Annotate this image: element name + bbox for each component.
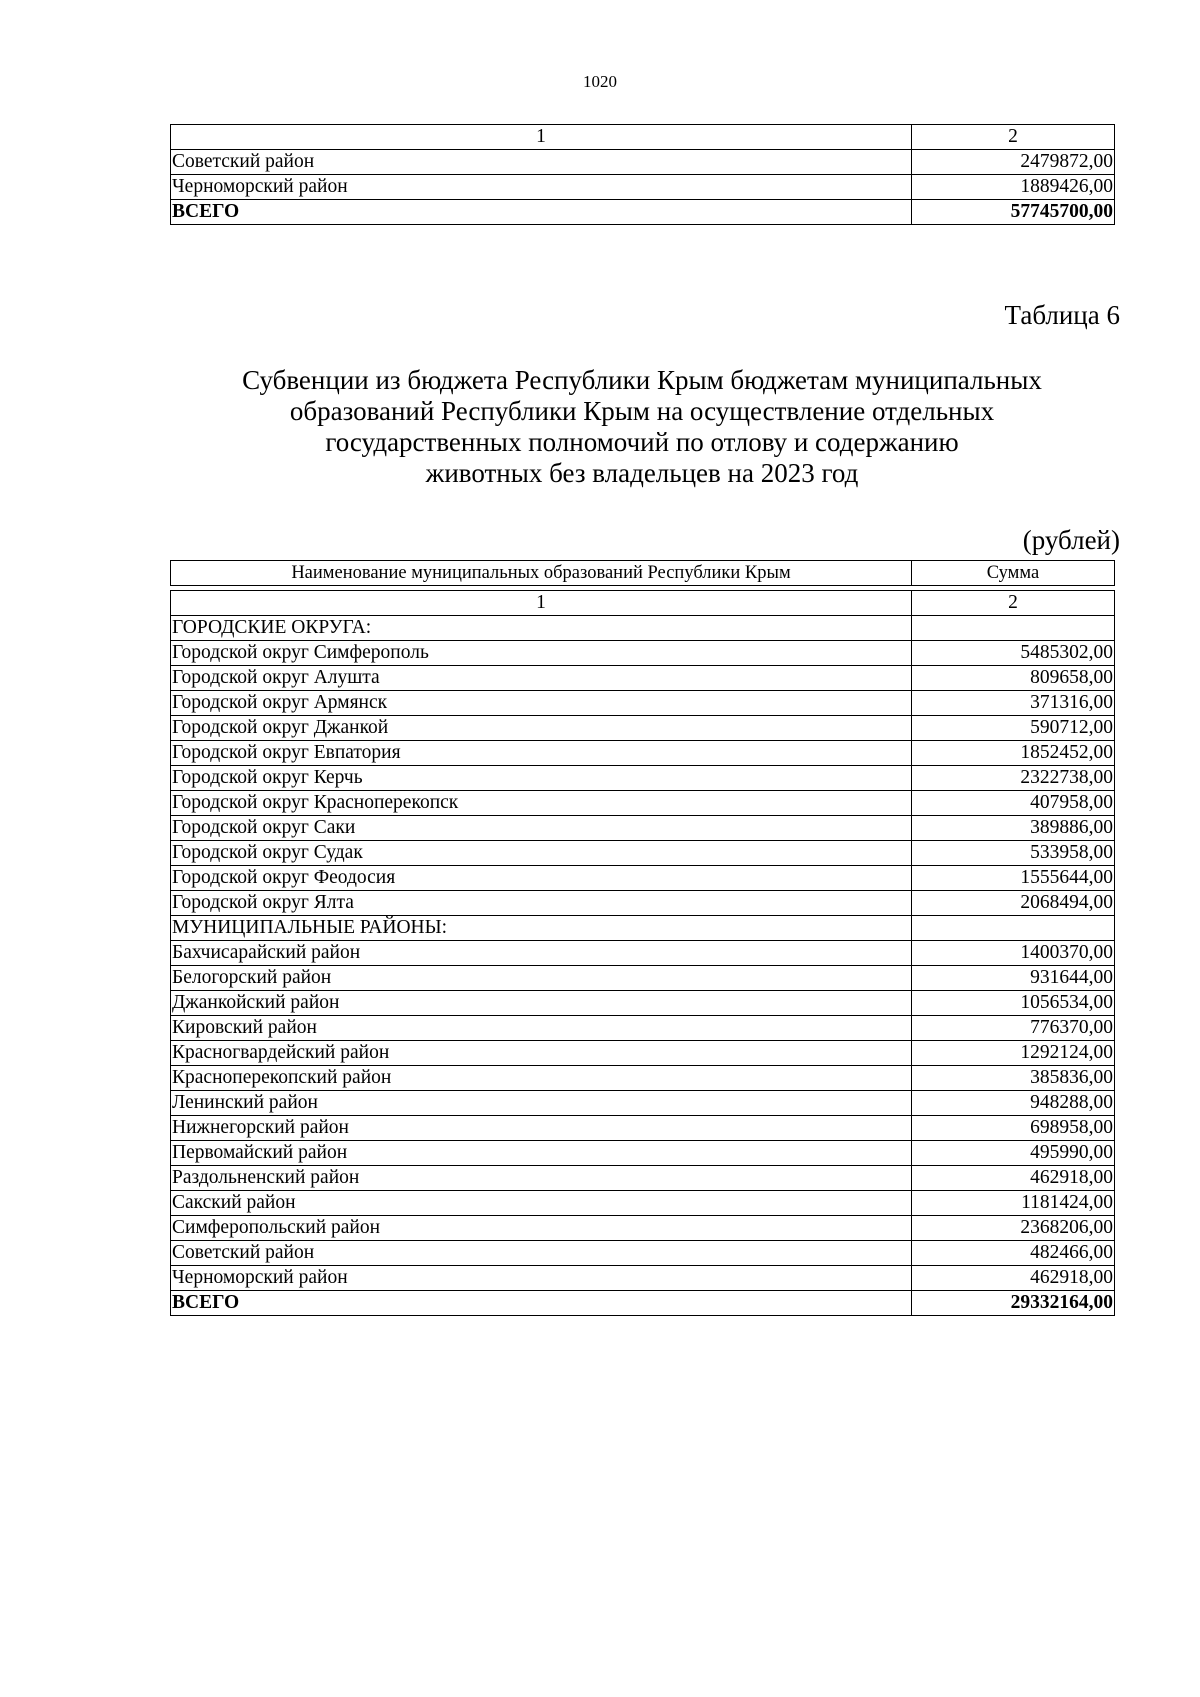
total-row: [171, 200, 1115, 225]
row-amount: 371316,00: [912, 691, 1115, 716]
row-name: Советский район: [171, 1241, 912, 1266]
row-amount: 385836,00: [912, 1066, 1115, 1091]
table-row: [171, 941, 1115, 966]
title-line: Субвенции из бюджета Республики Крым бюджетам муниципальных: [242, 365, 1042, 395]
section-row-districts: [171, 916, 1115, 941]
row-amount: 1555644,00: [912, 866, 1115, 891]
title-line: государственных полномочий по отлову и содержанию: [325, 427, 959, 457]
header-amount: Сумма: [912, 561, 1115, 586]
table-row: [171, 641, 1115, 666]
table-row: [171, 741, 1115, 766]
table-row: [171, 666, 1115, 691]
row-name: Раздольненский район: [171, 1166, 912, 1191]
section-row-urban: [171, 616, 1115, 641]
row-amount: 2322738,00: [912, 766, 1115, 791]
table-row: [171, 175, 1115, 200]
row-name: Городской округ Красноперекопск: [171, 791, 912, 816]
row-name: Городской округ Феодосия: [171, 866, 912, 891]
row-amount: 462918,00: [912, 1266, 1115, 1291]
row-amount: 809658,00: [912, 666, 1115, 691]
row-amount: 2368206,00: [912, 1216, 1115, 1241]
column-number-row: [171, 125, 1115, 150]
row-amount: 495990,00: [912, 1141, 1115, 1166]
table-row: [171, 716, 1115, 741]
title-line: образований Республики Крым на осуществление отдельных: [289, 396, 995, 426]
row-name: Городской округ Судак: [171, 841, 912, 866]
row-amount: 1852452,00: [912, 741, 1115, 766]
row-amount: 948288,00: [912, 1091, 1115, 1116]
row-name: Городской округ Джанкой: [171, 716, 912, 741]
row-name: Белогорский район: [171, 966, 912, 991]
row-name: Красноперекопский район: [171, 1066, 912, 1091]
total-amount: 57745700,00: [912, 200, 1115, 225]
table-row: [171, 841, 1115, 866]
page-number: 1020: [583, 72, 617, 91]
row-name: Городской округ Керчь: [171, 766, 912, 791]
column-number-2: 2: [912, 125, 1115, 150]
row-name: Черноморский район: [171, 175, 912, 200]
row-amount: 1889426,00: [912, 175, 1115, 200]
row-name: Городской округ Алушта: [171, 666, 912, 691]
row-amount: 776370,00: [912, 1016, 1115, 1041]
row-name: Джанкойский район: [171, 991, 912, 1016]
header-name: Наименование муниципальных образований Республики Крым: [171, 561, 912, 586]
document-title: [170, 365, 1114, 489]
total-amount: 29332164,00: [912, 1291, 1115, 1316]
column-number-1: 1: [171, 591, 912, 616]
table-row: [171, 791, 1115, 816]
total-row: [171, 1291, 1115, 1316]
row-amount: 1400370,00: [912, 941, 1115, 966]
row-name: Городской округ Симферополь: [171, 641, 912, 666]
row-name: Бахчисарайский район: [171, 941, 912, 966]
row-name: Первомайский район: [171, 1141, 912, 1166]
table-row: [171, 966, 1115, 991]
section-label: ГОРОДСКИЕ ОКРУГА:: [171, 616, 912, 641]
row-name: Городской округ Саки: [171, 816, 912, 841]
table-row: [171, 1191, 1115, 1216]
table-row: [171, 891, 1115, 916]
table-row: [171, 150, 1115, 175]
title-line: животных без владельцев на 2023 год: [425, 458, 859, 488]
column-number-2: 2: [912, 591, 1115, 616]
row-name: Кировский район: [171, 1016, 912, 1041]
row-amount: 482466,00: [912, 1241, 1115, 1266]
row-name: Симферопольский район: [171, 1216, 912, 1241]
total-label: ВСЕГО: [171, 200, 912, 225]
table-row: [171, 816, 1115, 841]
row-name: Нижнегорский район: [171, 1116, 912, 1141]
table-row: [171, 991, 1115, 1016]
column-number-row: [171, 591, 1115, 616]
table-row: [171, 1091, 1115, 1116]
row-amount: 389886,00: [912, 816, 1115, 841]
table-row: [171, 1266, 1115, 1291]
row-amount: 931644,00: [912, 966, 1115, 991]
row-name: Черноморский район: [171, 1266, 912, 1291]
row-amount: 590712,00: [912, 716, 1115, 741]
row-amount: 407958,00: [912, 791, 1115, 816]
column-number-1: 1: [171, 125, 912, 150]
table-row: [171, 1066, 1115, 1091]
row-name: МУНИЦИПАЛЬНЫЕ РАЙОНЫ:: [171, 916, 912, 941]
row-name: Советский район: [171, 150, 912, 175]
row-amount: 698958,00: [912, 1116, 1115, 1141]
row-name: Городской округ Ялта: [171, 891, 912, 916]
table-label: Таблица 6: [1004, 300, 1120, 330]
table-row: [171, 766, 1115, 791]
row-amount: 2068494,00: [912, 891, 1115, 916]
table-row: [171, 1041, 1115, 1066]
table-row: [171, 1141, 1115, 1166]
row-name: Красногвардейский район: [171, 1041, 912, 1066]
header-row: [171, 561, 1115, 586]
table-row: [171, 1216, 1115, 1241]
row-name: Ленинский район: [171, 1091, 912, 1116]
subvention-table: [170, 590, 1115, 1316]
main-table-header: [170, 560, 1115, 586]
row-amount: 462918,00: [912, 1166, 1115, 1191]
row-name: Городской округ Евпатория: [171, 741, 912, 766]
table-row: [171, 866, 1115, 891]
row-amount: [912, 916, 1115, 941]
row-amount: 1056534,00: [912, 991, 1115, 1016]
subvention-table-body: [171, 591, 1115, 1316]
table-row: [171, 691, 1115, 716]
section-empty-cell: [912, 616, 1115, 641]
row-amount: 1292124,00: [912, 1041, 1115, 1066]
row-name: Сакский район: [171, 1191, 912, 1216]
total-label: ВСЕГО: [171, 1291, 912, 1316]
row-amount: 1181424,00: [912, 1191, 1115, 1216]
table-row: [171, 1166, 1115, 1191]
table-row: [171, 1016, 1115, 1041]
units-label: (рублей): [1022, 525, 1120, 555]
row-amount: 2479872,00: [912, 150, 1115, 175]
row-amount: 533958,00: [912, 841, 1115, 866]
table-row: [171, 1241, 1115, 1266]
row-name: Городской округ Армянск: [171, 691, 912, 716]
table-row: [171, 1116, 1115, 1141]
continuation-table: [170, 124, 1115, 225]
row-amount: 5485302,00: [912, 641, 1115, 666]
